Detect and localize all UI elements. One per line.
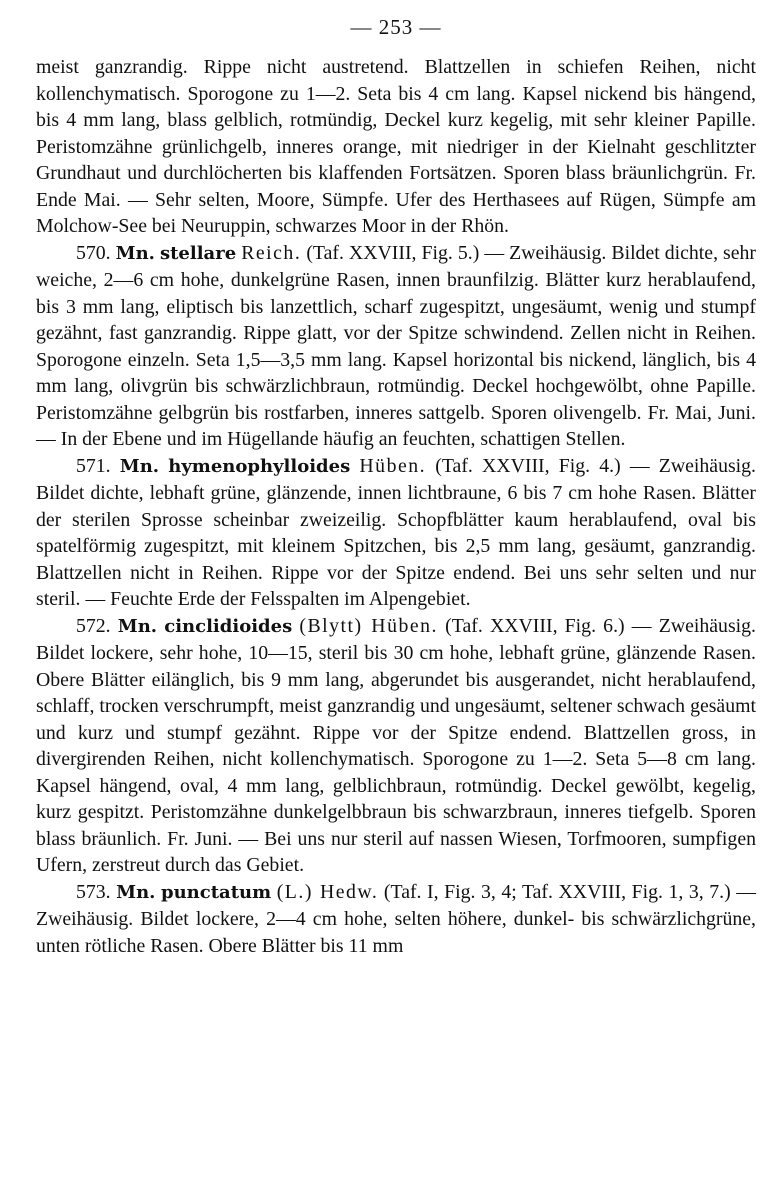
entry-author: (Blytt) Hüben.: [299, 614, 438, 637]
entry-genus: Mn.: [119, 455, 160, 477]
entry-number: 573.: [76, 880, 111, 903]
entry-number: 571.: [76, 454, 111, 477]
species-entry-573: [36, 879, 756, 960]
entry-author: Reich.: [241, 241, 302, 264]
entry-description: (Taf. XXVIII, Fig. 5.) — Zweihäusig. Bildet dichte, sehr weiche, 2—6 cm hohe, dunkelgrüne Rasen, innen braunfilzig. Blätter kurz herablaufend, bis 3 mm lang, eliptisch bis lanzettlich, scharf zugespitzt, ungesäumt, wenig und stumpf gezähnt, fast ganzrandig. Rippe glatt, vor der Spitze schwindend. Zellen nicht in Reihen. Sporogone einzeln. Seta 1,5—3,5 mm lang. Kapsel horizontal bis nickend, länglich, bis 4 mm lang, olivgrün bis schwärzlichbraun, rotmündig. Deckel hochgewölbt, ohne Papille. Peristomzähne gelbgrün bis rostfarben, inneres sattgelb. Sporen olivengelb. Fr. Mai, Juni. — In der Ebene und im Hügellande häufig an feuchten, schattigen Stellen.: [36, 241, 757, 450]
entry-genus: Mn.: [117, 615, 158, 637]
entry-description: (Taf. I, Fig. 3, 4; Taf. XXVIII, Fig. 1, 3, 7.) — Zweihäusig. Bildet lockere, 2—4 cm hohe, selten höhere, dunkel- bis schwärzlichgrüne, unten rötliche Rasen. Obere Blätter bis 11 mm: [36, 880, 756, 957]
entry-description: (Taf. XXVIII, Fig. 6.) — Zweihäusig. Bildet lockere, sehr hohe, 10—15, steril bis 30 cm hohe, lebhaft grüne, glänzende Rasen. Obere Blätter eilänglich, bis 9 mm lang, abgerundet bis ausgerandet, nicht herablaufend, schlaff, trocken verschrumpft, meist ganzrandig und ungesäumt, seltener schwach gesäumt und kurz und stumpf gezähnt. Rippe vor der Spitze endend. Blattzellen gross, in divergirenden Reihen, nicht kollenchymatisch. Sporogone zu 1—2. Seta 5—8 cm lang. Kapsel hängend, oval, 4 mm lang, gelblichbraun, rotmündig. Deckel gewölbt, kegelig, kurz gespitzt. Peristomzähne dunkelgelbbraun bis schwarzbraun, inneres tiefgelb. Sporen blass bräunlich. Fr. Juni. — Bei uns nur steril auf nassen Wiesen, Torfmooren, sumpfigen Ufern, zerstreut durch das Gebiet.: [36, 614, 756, 876]
entry-species: punctatum: [161, 881, 272, 903]
entry-number: 572.: [76, 614, 111, 637]
entry-number: 570.: [76, 241, 111, 264]
entry-author: Hüben.: [359, 454, 427, 477]
entry-description: (Taf. XXVIII, Fig. 4.) — Zweihäusig. Bildet dichte, lebhaft grüne, glänzende, innen lichtbraune, 6 bis 7 cm hohe Rasen. Blätter der sterilen Sprosse scheinbar zweizeilig. Schopfblätter kaum herablaufend, oval bis spatelförmig zugespitzt, mit kleinem Spitzchen, bis 2,5 mm lang, gesäumt, ganzrandig. Blattzellen nicht in Reihen. Rippe vor der Spitze endend. Bei uns sehr selten und nur steril. — Feuchte Erde der Felsspalten im Alpengebiet.: [36, 454, 756, 610]
species-entry-572: [36, 613, 756, 879]
page-body: [36, 54, 756, 959]
document-page: [36, 14, 756, 959]
entry-species: hymenophylloides: [168, 455, 351, 477]
page-number: — 253 —: [350, 15, 442, 39]
entry-genus: Mn.: [115, 242, 155, 264]
species-entry-571: [36, 453, 756, 613]
entry-species: cinclidioides: [164, 615, 293, 637]
entry-author: (L.) Hedw.: [276, 880, 379, 903]
entry-species: stellare: [159, 242, 237, 264]
continued-paragraph: meist ganzrandig. Rippe nicht austretend. Blattzellen in schiefen Reihen, nicht kollenchymatisch. Sporogone zu 1—2. Seta bis 4 cm lang. Kapsel nickend bis hängend, bis 4 mm lang, blass gelblich, rotmündig, Deckel kurz kegelig, mit sehr kleiner Papille. Peristomzähne grünlichgelb, inneres orange, mit niedriger in der Kielnaht geschlitzter Grundhaut und durchlöcherten bis klaffenden Fortsätzen. Sporen blass bräunlichgrün. Fr. Ende Mai. — Sehr selten, Moore, Sümpfe. Ufer des Herthasees auf Rügen, Sümpfe am Molchow-See bei Neuruppin, schwarzes Moor in der Rhön.: [36, 56, 756, 237]
species-entry-570: [36, 240, 756, 453]
entry-genus: Mn.: [116, 881, 156, 903]
